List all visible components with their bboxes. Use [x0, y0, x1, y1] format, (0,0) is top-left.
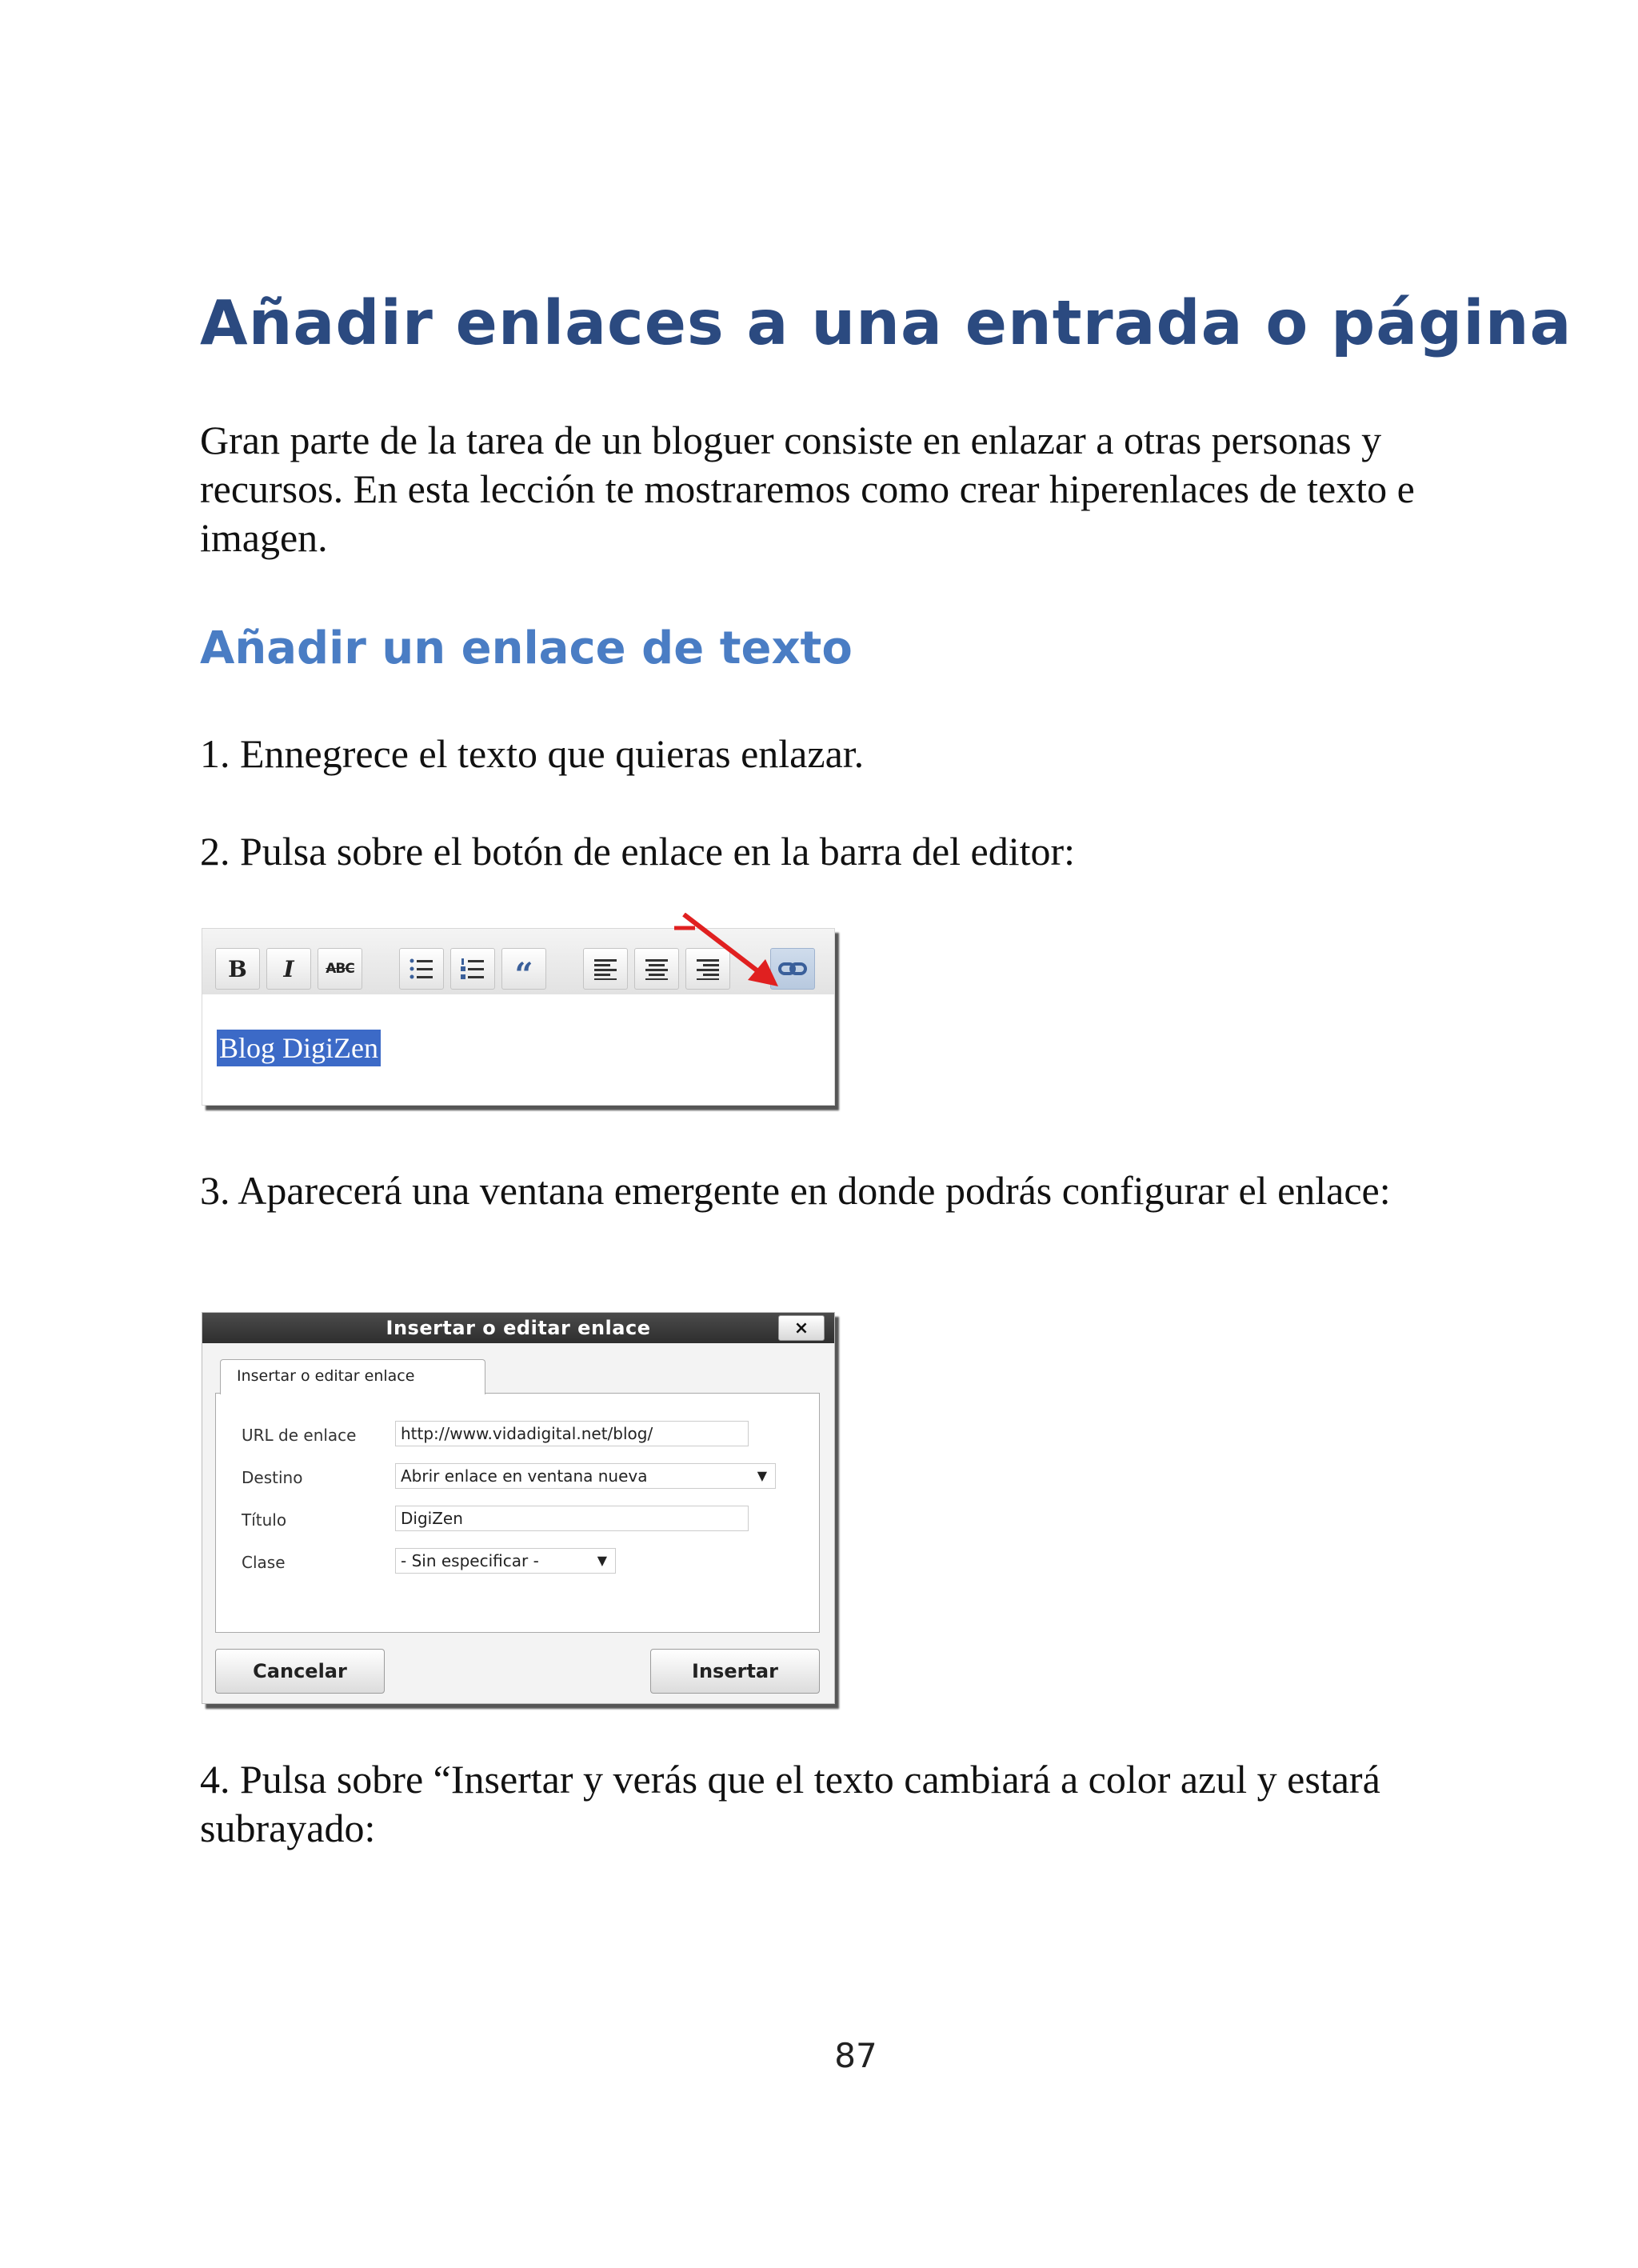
step-2: 2. Pulsa sobre el botón de enlace en la barra del editor:	[200, 829, 1076, 874]
class-select-value: - Sin especificar -	[401, 1551, 539, 1570]
target-select-value: Abrir enlace en ventana nueva	[401, 1466, 648, 1486]
insert-button[interactable]: Insertar	[650, 1649, 820, 1694]
page-number: 87	[834, 2036, 877, 2075]
editor-screenshot	[202, 928, 835, 1106]
target-label: Destino	[242, 1468, 303, 1487]
dialog-title: Insertar o editar enlace	[386, 1317, 651, 1339]
dialog-panel	[215, 1393, 820, 1633]
numbered-list-icon	[459, 957, 486, 981]
class-label: Clase	[242, 1553, 286, 1572]
red-arrow-icon	[682, 913, 794, 1001]
red-mark-icon	[673, 924, 697, 932]
title-label: Título	[242, 1510, 287, 1530]
strikethrough-button[interactable]: ABC	[318, 948, 362, 990]
cancel-button[interactable]: Cancelar	[215, 1649, 385, 1694]
url-input[interactable]: http://www.vidadigital.net/blog/	[395, 1421, 749, 1446]
italic-button[interactable]: I	[266, 948, 311, 990]
intro-paragraph: Gran parte de la tarea de un bloguer consiste en enlazar a otras personas y recursos. En esta lección te mostraremos como crear hiperenlaces de texto e imagen.	[200, 418, 1415, 560]
dialog-titlebar	[202, 1313, 834, 1343]
title-input[interactable]: DigiZen	[395, 1506, 749, 1531]
numbered-list-button[interactable]	[450, 948, 495, 990]
step-4: 4. Pulsa sobre “Insertar y verás que el texto cambiará a color azul y estará subrayado:	[200, 1757, 1380, 1850]
selected-editor-text[interactable]: Blog DigiZen	[217, 1030, 381, 1066]
align-left-button[interactable]	[583, 948, 628, 990]
link-dialog	[202, 1312, 835, 1704]
section-heading: Añadir un enlace de texto	[200, 622, 853, 674]
chevron-down-icon: ▼	[597, 1553, 607, 1568]
blockquote-button[interactable]: “	[501, 948, 546, 990]
url-label: URL de enlace	[242, 1426, 357, 1445]
step-3: 3. Aparecerá una ventana emergente en donde podrás configurar el enlace:	[200, 1168, 1391, 1213]
tab-insert-edit-link[interactable]: Insertar o editar enlace	[220, 1359, 485, 1394]
class-select[interactable]	[395, 1548, 616, 1574]
step-1: 1. Ennegrece el texto que quieras enlazar.	[200, 731, 865, 776]
bold-button[interactable]: B	[215, 948, 260, 990]
align-center-icon	[643, 957, 670, 981]
close-button[interactable]: ×	[778, 1315, 825, 1341]
align-left-icon	[592, 957, 619, 981]
bullet-list-button[interactable]	[399, 948, 444, 990]
align-center-button[interactable]	[634, 948, 679, 990]
target-select[interactable]	[395, 1463, 776, 1489]
bullet-list-icon	[408, 957, 435, 981]
page-title: Añadir enlaces a una entrada o página	[200, 288, 1572, 359]
chevron-down-icon: ▼	[757, 1468, 767, 1483]
